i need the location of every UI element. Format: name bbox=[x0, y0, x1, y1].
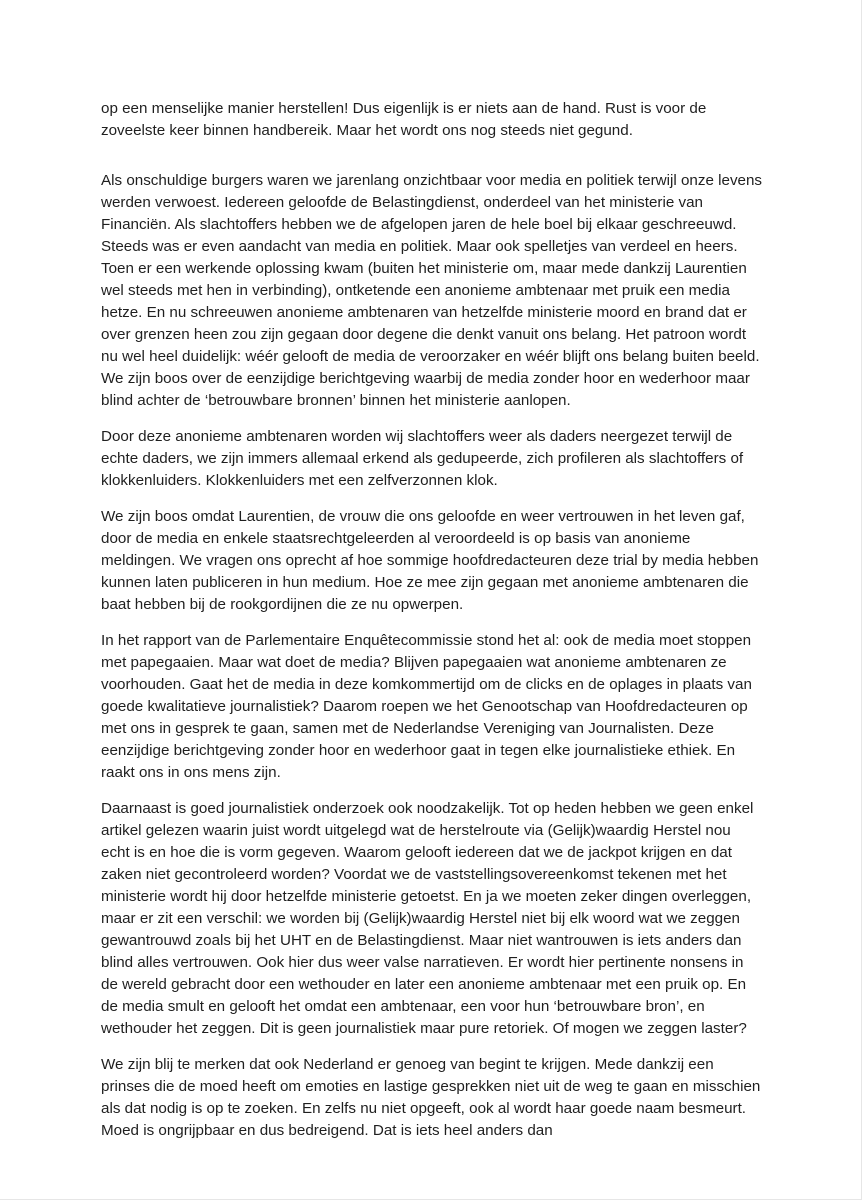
paragraph: We zijn boos omdat Laurentien, de vrouw die ons geloofde en weer vertrouwen in het leven gaf, door de media en enkele staatsrechtgeleerden al veroordeeld is op basis van anonieme meldingen. We vragen ons oprecht af hoe sommige hoofdredacteuren deze trial by media hebben kunnen laten publiceren in hun medium. Hoe ze mee zijn gegaan met anonieme ambtenaren die baat hebben bij de rookgordijnen die ze nu opwerpen. bbox=[101, 508, 759, 613]
paragraph: op een menselijke manier herstellen! Dus eigenlijk is er niets aan de hand. Rust is voor de zoveelste keer binnen handbereik. Maar het wordt ons nog steeds niet gegund. bbox=[101, 100, 707, 139]
paragraph: We zijn blij te merken dat ook Nederland er genoeg van begint te krijgen. Mede dankzij een prinses die de moed heeft om emoties en lastige gesprekken niet uit de weg te gaan en misschien als dat nodig is op te zoeken. En zelfs nu niet opgeeft, ook al wordt haar goede naam besmeurt. Moed is ongrijpbaar en dus bedreigend. Dat is iets heel anders dan bbox=[101, 1056, 761, 1139]
paragraph: Daarnaast is goed journalistiek onderzoek ook noodzakelijk. Tot op heden hebben we geen enkel artikel gelezen waarin juist wordt uitgelegd wat de herstelroute via (Gelijk)waardig Herstel nou echt is en hoe die is vorm gegeven. Waarom gelooft iedereen dat we de jackpot krijgen en dat zaken niet gecontroleerd worden? Voordat we de vaststellingsovereenkomst tekenen met het ministerie wordt hij door hetzelfde ministerie getoetst. En ja we moeten zeker dingen overleggen, maar er zit een verschil: we worden bij (Gelijk)waardig Herstel niet bij elk woord wat we zeggen gewantrouwd zoals bij het UHT en de Belastingdienst. Maar niet wantrouwen is iets anders dan blind alles vertrouwen. Ook hier dus weer valse narratieven. Er wordt hier pertinente nonsens in de wereld gebracht door een wethouder en later een anonieme ambtenaar met een pruik op. En de media smult en gelooft het omdat een ambtenaar, een voor hun ‘betrouwbare bron’, en wethouder het zeggen. Dit is geen journalistiek maar pure retoriek. Of mogen we zeggen laster? bbox=[101, 800, 754, 1037]
paragraph: Door deze anonieme ambtenaren worden wij slachtoffers weer als daders neergezet terwijl de echte daders, we zijn immers allemaal erkend als gedupeerde, zich profileren als slachtoffers of klokkenluiders. Klokkenluiders met een zelfverzonnen klok. bbox=[101, 428, 744, 489]
document-body bbox=[101, 98, 763, 1156]
paragraph-gap bbox=[101, 142, 763, 170]
paragraph: Als onschuldige burgers waren we jarenlang onzichtbaar voor media en politiek terwijl onze levens werden verwoest. Iedereen geloofde de Belastingdienst, onderdeel van het ministerie van Financiën. Als slachtoffers hebben we de afgelopen jaren de hele boel bij elkaar geschreeuwd. Steeds was er even aandacht van media en politiek. Maar ook spelletjes van verdeel en heers. Toen er een werkende oplossing kwam (buiten het ministerie om, maar mede dankzij Laurentien wel steeds met hen in verbinding), ontketende een anonieme ambtenaar met pruik een media hetze. En nu schreeuwen anonieme ambtenaren van hetzelfde ministerie moord en brand dat er over grenzen heen zou zijn gegaan door degene die denkt vanuit ons belang. Het patroon wordt nu wel heel duidelijk: wéér gelooft de media de veroorzaker en wéér blijft ons belang buiten beeld. We zijn boos over de eenzijdige berichtgeving waarbij de media zonder hoor en wederhoor maar blind achter de ‘betrouwbare bronnen’ binnen het ministerie aanlopen. bbox=[101, 172, 763, 409]
paragraph: In het rapport van de Parlementaire Enquêtecommissie stond het al: ook de media moet stoppen met papegaaien. Maar wat doet de media? Blijven papegaaien wat anonieme ambtenaren ze voorhouden. Gaat het de media in deze komkommertijd om de clicks en de oplages in plaats van goede kwalitatieve journalistiek? Daarom roepen we het Genootschap van Hoofdredacteuren op met ons in gesprek te gaan, samen met de Nederlandse Vereniging van Journalisten. Deze eenzijdige berichtgeving zonder hoor en wederhoor gaat in tegen elke journalistieke ethiek. En raakt ons in ons mens zijn. bbox=[101, 632, 752, 781]
